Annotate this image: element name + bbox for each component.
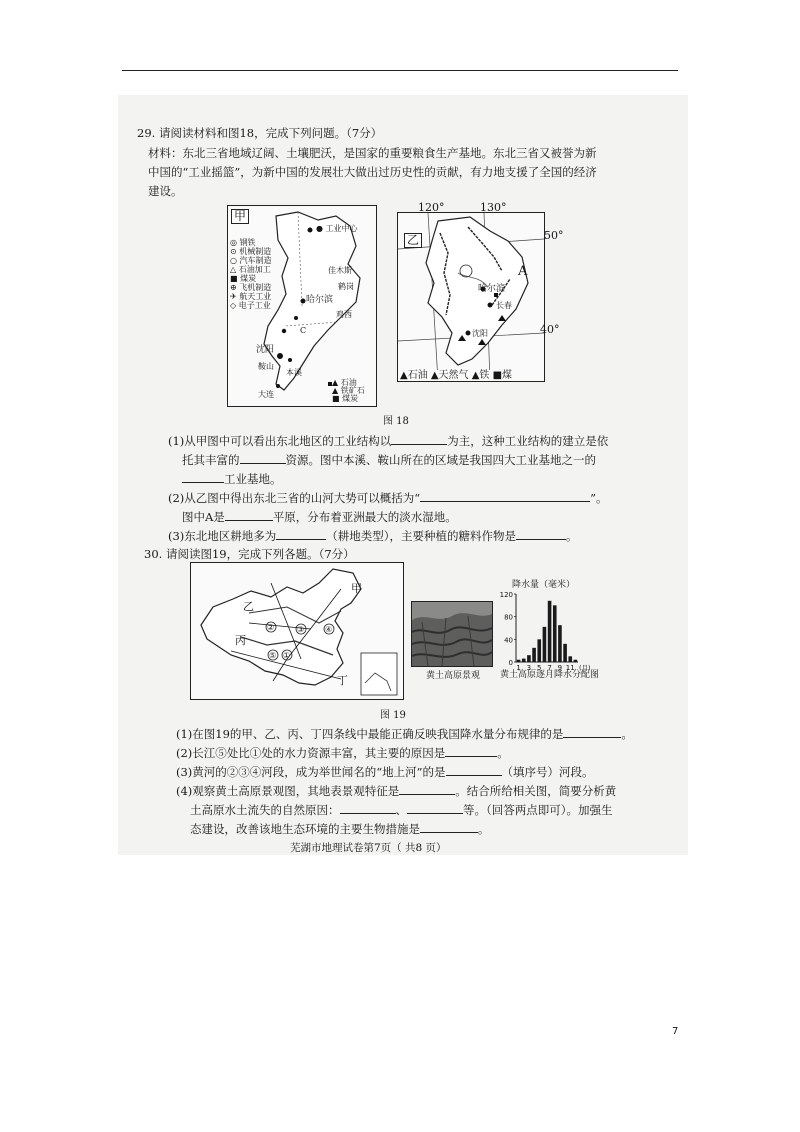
q29-material-line-3: 建设。 <box>148 184 183 198</box>
chart-y-tick-label: 120 <box>499 591 513 599</box>
segment-1-label: ① <box>283 651 291 660</box>
city-jixi: 鸡西 <box>336 310 352 319</box>
map-jia-title: 甲 <box>231 209 249 224</box>
map-yi-city-harbin: 哈尔滨 <box>478 284 506 294</box>
legend-automobile: ○ 汽车制造 <box>230 256 272 265</box>
lat-40: 40° <box>540 323 560 336</box>
q29-sub3-line: (3)东北地区耕地多为 （耕地类型），主要种植的糖料作物是 。 <box>168 529 578 543</box>
map-jia-legend-industry: ● 工业中心 <box>316 224 358 233</box>
map-yi <box>397 212 545 382</box>
fig19-caption: 图 19 <box>380 710 406 721</box>
chart-y-tick-label: 80 <box>504 613 513 622</box>
q29-material-line-1: 材料：东北三省地域辽阔、土壤肥沃，是国家的重要粮食生产基地。东北三省又被誉为新 <box>148 146 597 160</box>
answer-blank-terrain[interactable] <box>420 490 590 502</box>
page-number: 7 <box>672 1026 679 1037</box>
chart-bar-month-4 <box>532 648 536 662</box>
loess-plateau-photo <box>411 601 493 667</box>
loess-photo-drawing <box>412 602 492 666</box>
legend-aircraft: ⊕ 飞机制造 <box>230 283 272 292</box>
city-shenyang: 沈阳 <box>256 345 275 355</box>
chart-bar-month-9 <box>558 625 562 662</box>
chart-bar-month-7 <box>548 601 552 662</box>
chart-x-tick-label: 1 <box>516 664 521 672</box>
line-ding-label: 丁 <box>337 674 348 687</box>
legend-coal-resource: ■ 煤炭 <box>332 394 359 403</box>
page-footer: 芜湖市地理试卷第7页（ 共8 页） <box>290 842 447 854</box>
fig18-caption: 图 18 <box>383 416 409 427</box>
chart-bar-month-11 <box>568 656 572 662</box>
chart-bar-month-2 <box>522 659 526 662</box>
answer-blank-industry-structure[interactable] <box>391 433 447 445</box>
chart-y-tick-label: 40 <box>504 636 513 645</box>
lon-120: 120° <box>418 201 445 214</box>
map-yi-title: 乙 <box>404 233 422 248</box>
answer-blank-sugar-crop[interactable] <box>516 528 566 540</box>
answer-blank-landscape-feature[interactable] <box>399 783 455 795</box>
chart-x-tick-label: 3 <box>526 664 532 672</box>
segment-3-label: ③ <box>297 625 305 634</box>
city-harbin: 哈尔滨 <box>306 295 334 305</box>
q29-sub2-line1: (2)从乙图中得出东北三省的山河大势可以概括为“ ”。 <box>168 491 608 505</box>
city-c: C <box>300 326 307 335</box>
legend-aerospace: ✈ 航天工业 <box>230 292 272 301</box>
city-anshan: 鞍山 <box>258 362 274 371</box>
city-dalian: 大连 <box>258 390 274 399</box>
answer-blank-hydropower-reason[interactable] <box>445 745 497 757</box>
map-jia <box>227 205 377 407</box>
lon-130: 130° <box>480 201 507 214</box>
legend-oil: ▲ 石油 <box>332 378 357 387</box>
chart-y-tick-label: 0 <box>508 659 513 667</box>
q30-heading: 30. 请阅读图19，完成下列各题。（7分） <box>144 547 355 561</box>
chart-bar-month-5 <box>537 639 541 662</box>
line-yi-label: 乙 <box>243 600 254 613</box>
legend-steel: ◎ 钢铁 <box>230 238 256 247</box>
answer-blank-rainfall-line[interactable] <box>563 726 621 738</box>
q29-sub2-line2: 图中A是 平原，分布着亚洲最大的淡水湿地。 <box>182 510 457 524</box>
q30-sub2-line: (2)长江⑤处比①处的水力资源丰富，其主要的原因是 。 <box>176 746 509 760</box>
loess-photo-caption: 黄土高原景观 <box>426 671 481 681</box>
chart-caption: 黄土高原逐月降水分配图 <box>500 670 600 680</box>
chart-bar-month-6 <box>543 627 547 662</box>
chart-x-axis-label: (月) <box>579 664 591 672</box>
map-china <box>190 562 404 700</box>
map-yi-point-a: A <box>518 264 528 279</box>
city-jiamusi: 佳木斯 <box>328 266 352 275</box>
q30-sub1-line: (1)在图19的甲、乙、丙、丁四条线中最能正确反映我国降水量分布规律的是 。 <box>176 727 633 741</box>
q30-sub4-line2: 土高原水土流失的自然原因： 、 等。（回答两点即可）。加强生 <box>190 803 613 817</box>
answer-blank-resources[interactable] <box>240 452 286 464</box>
city-benxi: 本溪 <box>286 368 302 377</box>
line-bing-label: 丙 <box>235 634 246 647</box>
chart-x-tick-label: 11 <box>565 664 575 672</box>
legend-coal: ■ 煤炭 <box>230 274 257 283</box>
chart-x-tick-label: 7 <box>547 664 552 672</box>
legend-oil-refining: △ 石油加工 <box>230 265 271 274</box>
q29-sub1-line1: (1)从甲图中可以看出东北地区的工业结构以 为主，这种工业结构的建立是依 <box>168 434 609 448</box>
map-yi-city-shenyang: 沈阳 <box>472 329 488 338</box>
chart-title: 降水量（毫米） <box>512 580 576 590</box>
chart-bar-month-12 <box>574 660 578 662</box>
q29-sub1-line3: 工业基地。 <box>182 471 282 486</box>
q29-sub1-line2: 托其丰富的 资源。图中本溪、鞍山所在的区域是我国四大工业基地之一的 <box>182 453 596 467</box>
answer-blank-river-section[interactable] <box>446 764 502 776</box>
answer-blank-erosion-cause-1[interactable] <box>340 802 396 814</box>
chart-bar-month-3 <box>527 655 531 662</box>
map-yi-legend: ▲石油 ▲天然气 ▲铁 ■煤 <box>400 370 513 381</box>
legend-machinery: ⊙ 机械制造 <box>230 247 272 256</box>
answer-blank-biological-measure[interactable] <box>420 821 478 833</box>
lat-50: 50° <box>544 229 564 242</box>
segment-2-label: ② <box>267 623 275 632</box>
map-yi-city-changchun: 长春 <box>496 301 512 310</box>
chart-x-tick-label: 9 <box>557 664 563 672</box>
chart-x-tick-label: 5 <box>537 664 542 672</box>
city-hegang: 鹤岗 <box>338 282 354 291</box>
answer-blank-erosion-cause-2[interactable] <box>407 802 463 814</box>
q30-sub3-line: (3)黄河的②③④河段，成为举世闻名的“地上河”的是 （填序号）河段。 <box>176 765 594 779</box>
q30-sub4-line3: 态建设，改善该地生态环境的主要生物措施是 。 <box>190 822 490 836</box>
answer-blank-farmland-type[interactable] <box>276 528 326 540</box>
q29-heading: 29. 请阅读材料和图18，完成下列问题。（7分） <box>137 126 383 140</box>
chart-bar-month-1 <box>517 660 521 662</box>
top-rule <box>122 70 678 71</box>
line-jia-label: 甲 <box>351 582 362 595</box>
q30-sub4-line1: (4)观察黄土高原景观图，其地表景观特征是 。结合所给相关图，简要分析黄 <box>176 784 617 798</box>
chart-bar-month-10 <box>563 644 567 662</box>
chart-bar-month-8 <box>553 605 557 662</box>
segment-4-label: ④ <box>325 625 333 634</box>
answer-blank-plain-a[interactable] <box>225 509 273 521</box>
legend-iron-ore: ▲ 铁矿石 <box>332 386 365 395</box>
answer-blank-industrial-base[interactable] <box>182 471 224 483</box>
segment-5-label: ⑤ <box>269 651 277 660</box>
q29-material-line-2: 中国的“工业摇篮”，为新中国的发展壮大做出过历史性的贡献，有力地支援了全国的经济 <box>148 165 597 179</box>
legend-electronics: ◇ 电子工业 <box>230 301 271 310</box>
